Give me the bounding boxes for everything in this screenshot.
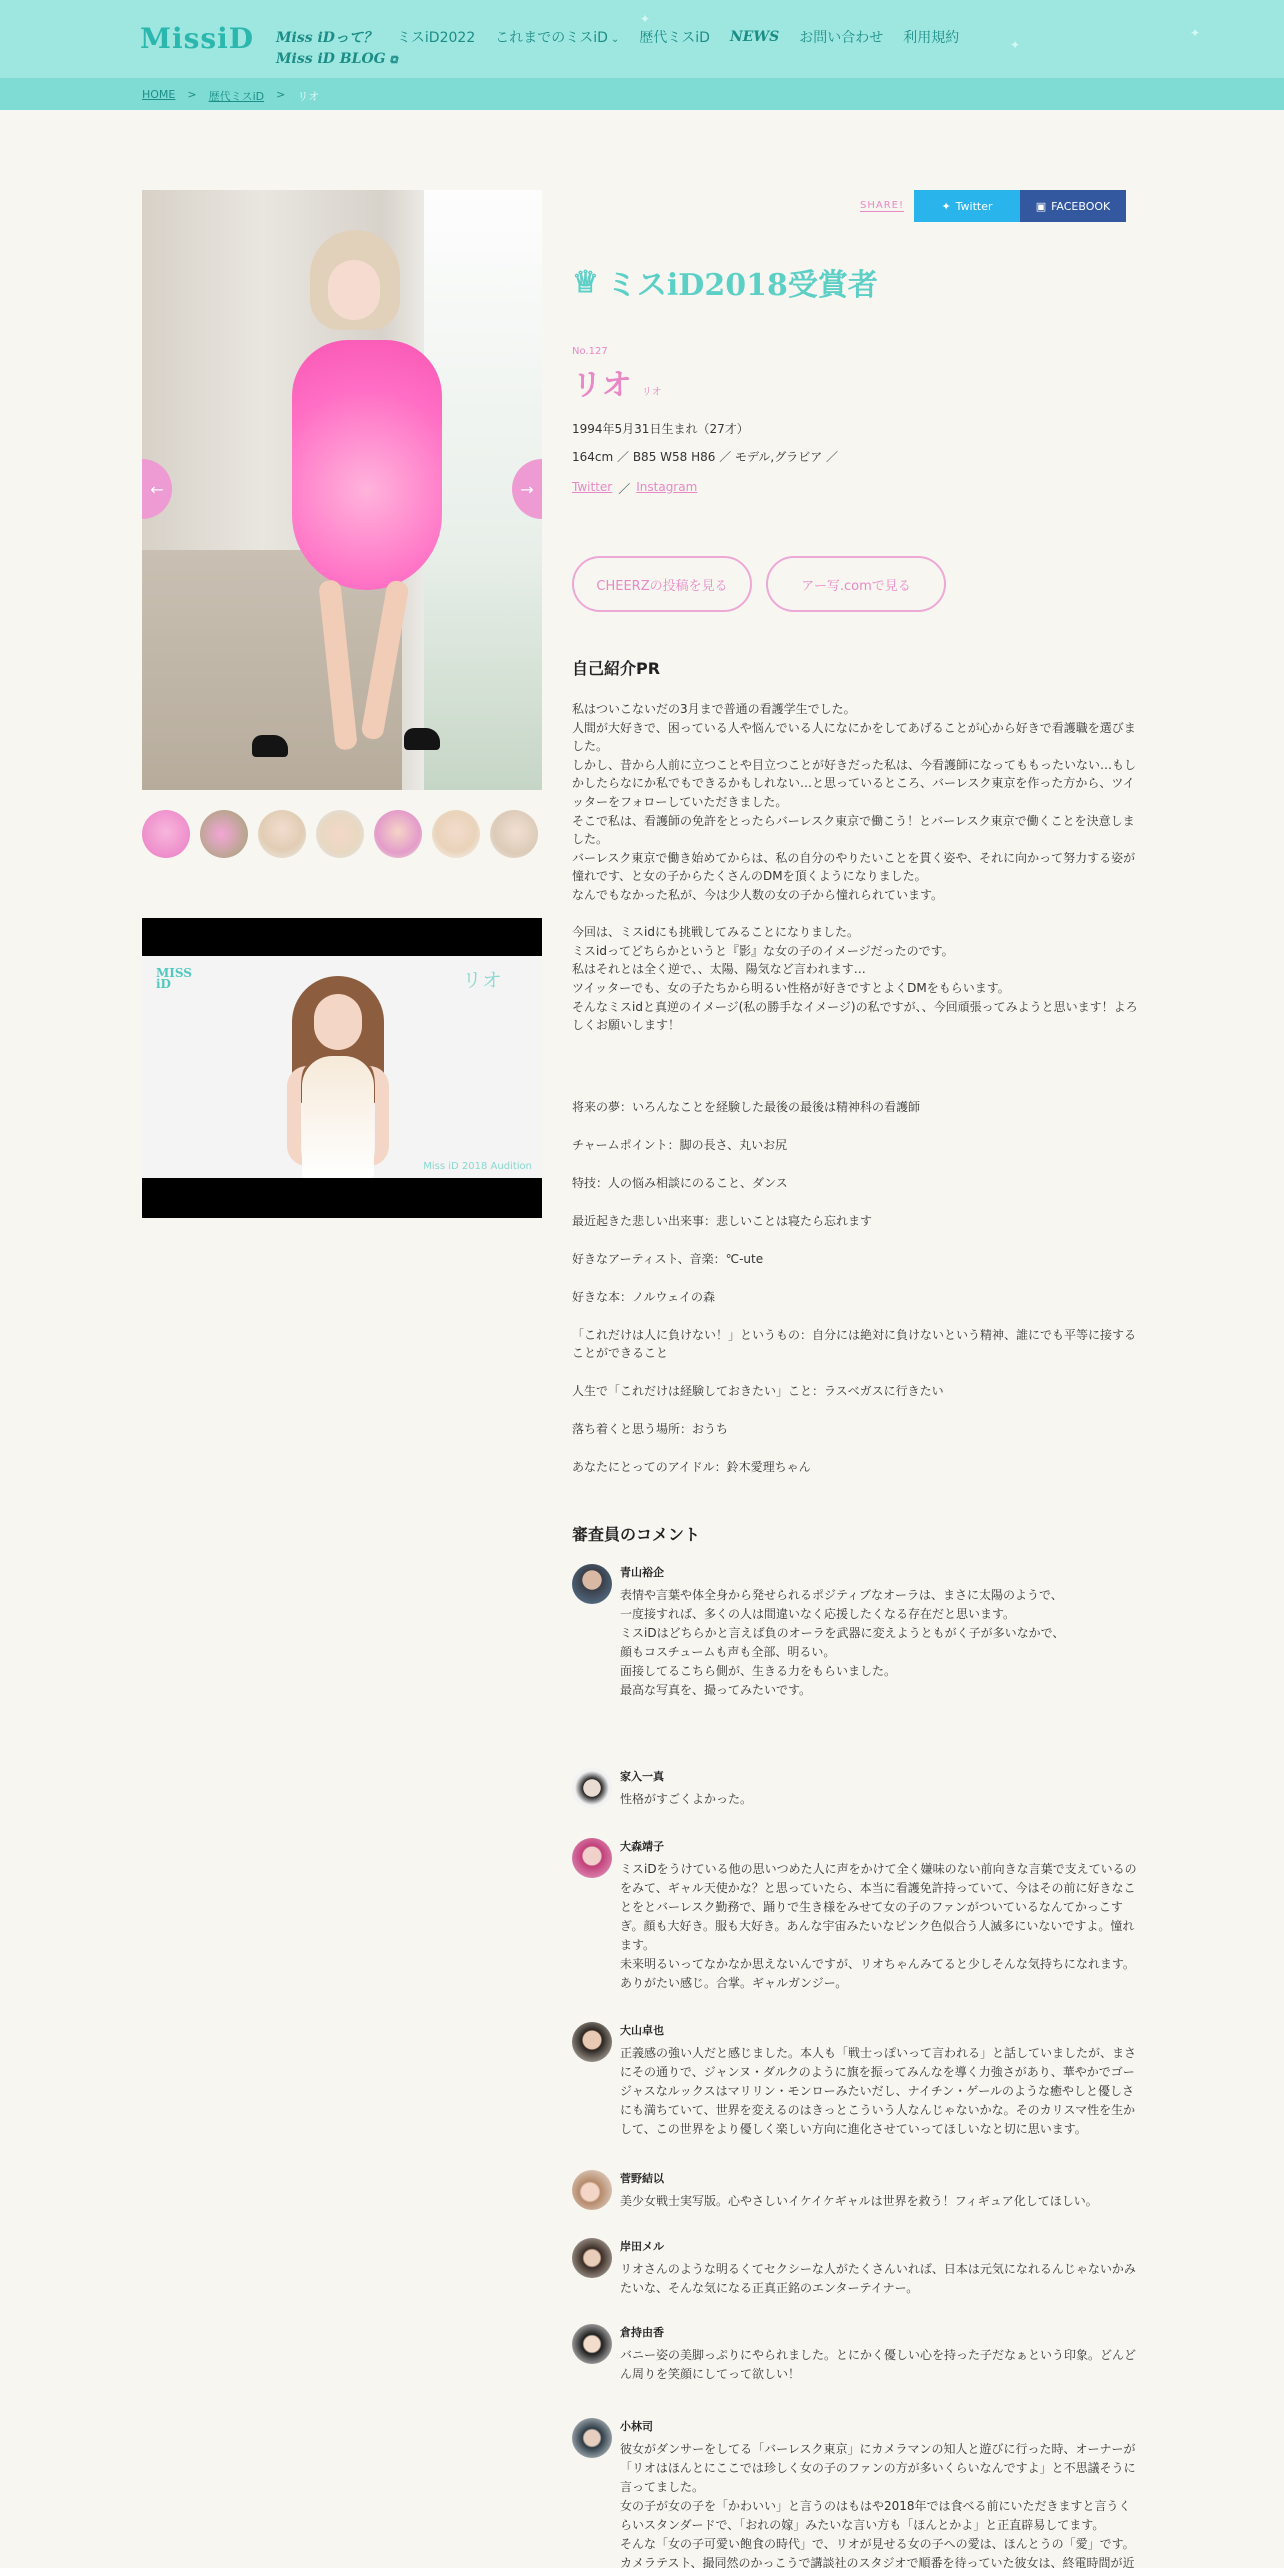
pr-line: そんなミスidと真逆のイメージ(私の勝手なイメージ)の私ですが、、今回頑張ってみようと思います！よろしくお願いします！: [572, 999, 1138, 1033]
judge-avatar: [572, 2170, 612, 2210]
pr-line: しかし、昔から人前に立つことや目立つことが好きだった私は、今看護師になってももったいない…もしかしたらなにか私でもできるかもしれない…と思っているところ、バーレスク東京を作った方から、ツイッターをフォローしていただきました。: [572, 757, 1137, 809]
pr-line: バーレスク東京で働き始めてからは、私の自分のやりたいことを貫く姿や、それに向かって努力する姿が憧れです、と女の子からたくさんのDMを頂くようになりました。: [572, 850, 1136, 884]
breadcrumb: [142, 88, 319, 104]
sparkle-icon: ✦: [1010, 38, 1021, 52]
pr-line: [572, 905, 1140, 924]
judge-comment: 正義感の強い人だと感じました。本人も「戦士っぽいって言われる」と話していましたが、まさにその通りで、ジャンヌ・ダルクのように旗を振ってみんなを導く力強さがあり、華やかでゴージャスなルックスはマリリン・モンローみたいだし、ナイチン・ゲールのような癒やしと優しさにも満ちていて、世界を変えるのはきっとこういう人なんじゃないかな。そのカリスマ性を生かして、この世界をより優しく楽しい方向に進化させていってほしいなと切に思います。: [620, 2046, 1137, 2136]
nav-about[interactable]: Miss iDって？: [276, 30, 377, 46]
judge-name: 岸田メル: [620, 2240, 664, 2253]
arrow-left-icon: ←: [150, 479, 164, 499]
judge-avatar: [572, 2022, 612, 2062]
pr-heading: 自己紹介PR: [572, 659, 661, 678]
thumbnail-image: [142, 810, 190, 858]
comment-item: [572, 2238, 1142, 2324]
comment-item: [572, 1838, 1142, 2022]
judge-name: 倉持由香: [620, 2326, 664, 2339]
judge-name: 大山卓也: [620, 2024, 664, 2037]
birth-info: 1994年5月31日生まれ（27才）: [572, 422, 749, 436]
nav-missid2022[interactable]: ミスiD2022: [396, 30, 476, 46]
award-text: ミスiD2018受賞者: [606, 268, 878, 303]
judge-name: 大森靖子: [620, 1840, 664, 1853]
video-logo: [156, 968, 192, 990]
twitter-share-button[interactable]: [914, 190, 1020, 222]
pr-line: 今回は、ミスidにも挑戦してみることになりました。: [572, 925, 859, 940]
judge-avatar: [572, 1768, 612, 1808]
breadcrumb-parent[interactable]: 歴代ミスiD: [208, 90, 265, 103]
thumbnail-5[interactable]: [374, 810, 422, 858]
qa-item: チャームポイント：脚の長さ、丸いお尻: [572, 1138, 788, 1152]
audition-video[interactable]: [142, 918, 542, 1218]
share-label: SHARE!: [860, 200, 904, 211]
thumbnail-1[interactable]: [142, 810, 190, 858]
judge-avatar: [572, 2418, 612, 2458]
judge-name: 青山裕企: [620, 1566, 664, 1579]
comment-item: [572, 1564, 1142, 1768]
body-stats: 164cm ／ B85 W58 H86 ／ モデル,グラビア ／: [572, 450, 839, 464]
judge-avatar: [572, 1564, 612, 1604]
facebook-icon: ▣: [1035, 199, 1047, 213]
thumbnail-6[interactable]: [432, 810, 480, 858]
missid-logo[interactable]: MissiD: [140, 22, 255, 55]
main-nav: [276, 26, 976, 70]
breadcrumb-separator: >: [276, 88, 286, 101]
twitter-share-label: Twitter: [955, 199, 993, 213]
asha-button[interactable]: アー写.comで見る: [766, 556, 946, 612]
name-text: リオ: [572, 368, 632, 403]
judge-comment: バニー姿の美脚っぷりにやられました。とにかく優しい心を持った子だなぁという印象。どんどん周りを笑顔にしてって欲しい！: [620, 2348, 1137, 2381]
comments-heading: 審査員のコメント: [572, 1525, 701, 1544]
nav-blog[interactable]: Miss iD BLOG ⧉: [276, 51, 398, 67]
qa-item: 特技：人の悩み相談にのること、ダンス: [572, 1176, 788, 1190]
video-name: リオ: [462, 968, 502, 992]
judge-avatar: [572, 1838, 612, 1878]
judge-name: 家入一真: [620, 1770, 664, 1783]
instagram-link[interactable]: Instagram: [636, 480, 698, 494]
pr-line: 私はそれとは全く逆で、、太陽、陽気など言われます…: [572, 962, 866, 977]
pr-line: そこで私は、看護師の免許をとったらバーレスク東京で働こう！とバーレスク東京で働くことを決意しました。: [572, 813, 1135, 847]
breadcrumb-current: リオ: [297, 90, 320, 103]
thumbnail-2[interactable]: [200, 810, 248, 858]
video-body: [302, 1056, 374, 1178]
judge-comment: 表情や言葉や体全身から発せられるポジティブなオーラは、まさに太陽のようで、 一度接すれば、多くの人は間違いなく応援したくなる存在だと思います。 ミスiDはどちらかと言えば負のオーラを武器に変えようともがく子が多いなかで、 顔もコスチュームも声も全部、明るい。 面接してるこちら側が、生きる力をもらいました。 最高な写真を、撮ってみたいです。: [620, 1588, 1065, 1697]
judge-comment: 性格がすごくよかった。: [620, 1792, 753, 1806]
qa-item: 将来の夢：いろんなことを経験した最後の最後は精神科の看護師: [572, 1100, 921, 1114]
judge-avatar: [572, 2324, 612, 2364]
share-bar: [860, 190, 1126, 222]
link-separator: ／: [618, 482, 631, 496]
profile-name: [572, 360, 662, 404]
thumbnail-image: [200, 810, 248, 858]
breadcrumb-separator: >: [187, 88, 197, 101]
thumbnail-image: [374, 810, 422, 858]
sparkle-icon: ✦: [640, 12, 651, 26]
crown-icon: ♕: [572, 264, 599, 300]
judge-comment: 美少女戦士実写版。心やさしいイケイケギャルは世界を救う！フィギュア化してほしい。: [620, 2194, 1098, 2208]
twitter-bird-icon: ✦: [941, 199, 951, 213]
qa-item: 「これだけは人に負けない！」というもの：自分には絶対に負けないという精神、誰にでも平等に接することができること: [572, 1328, 1137, 1360]
photo-shoe: [252, 735, 288, 757]
facebook-share-button[interactable]: [1020, 190, 1126, 222]
thumbnail-image: [432, 810, 480, 858]
external-link-icon: ⧉: [389, 53, 398, 66]
pr-line: ツイッターでも、女の子たちから明るい性格が好きですとよくDMをもらいます。: [572, 980, 1010, 995]
arrow-right-icon: →: [520, 479, 534, 499]
thumbnail-image: [490, 810, 538, 858]
judge-comment: ミスiDをうけている他の思いつめた人に声をかけて全く嫌味のない前向きな言葉で支えているのをみて、ギャル天使かな？と思っていたら、本当に看護免許持っていて、今はその前に好きなことをとバーレスク勤務で、踊りで生き様をみせて女の子のファンがついているなんてかっこすぎ。顔も大好き。服も大好き。あんな宇宙みたいなピンク色似合う人滅多にいないですよ。憧れます。 未来明るいってなかなか思えないんですが、リオちゃんみてると少しそんな気持ちになれます。ありがたい感じ。合掌。ギャルガンジー。: [620, 1862, 1137, 1990]
chevron-down-icon: ⌄: [610, 34, 620, 45]
photo-dress: [292, 340, 442, 590]
entry-number: No.127: [572, 346, 608, 357]
main-photo[interactable]: [142, 190, 542, 790]
nav-past-missid[interactable]: これまでのミスiD ⌄: [495, 30, 620, 46]
nav-terms[interactable]: 利用規約: [903, 30, 960, 46]
qa-item: 最近起きた悲しい出来事：悲しいことは寝たら忘れます: [572, 1214, 873, 1228]
comment-item: [572, 1768, 1142, 1838]
award-title: [572, 260, 878, 304]
judge-avatar: [572, 2238, 612, 2278]
comment-item: [572, 2022, 1142, 2170]
judge-comment: リオさんのような明るくてセクシーな人がたくさんいれば、日本は元気になれるんじゃないかみたいな、そんな気になる正真正銘のエンターテイナー。: [620, 2262, 1136, 2295]
qa-list: [572, 1098, 1140, 1496]
comment-item: [572, 2170, 1142, 2238]
thumbnail-image: [258, 810, 306, 858]
breadcrumb-home[interactable]: HOME: [142, 88, 176, 101]
thumbnail-image: [316, 810, 364, 858]
video-face: [314, 994, 362, 1050]
thumbnail-7[interactable]: [490, 810, 538, 858]
site-header: [0, 0, 1284, 78]
video-caption: Miss iD 2018 Audition: [423, 1161, 532, 1172]
video-logo-bottom: iD: [156, 977, 171, 991]
thumbnail-3[interactable]: [258, 810, 306, 858]
comment-item: [572, 2324, 1142, 2418]
nav-news[interactable]: NEWS: [729, 29, 780, 45]
pr-line: なんでもなかった私が、今は少人数の女の子から憧れられています。: [572, 887, 944, 902]
sns-links: [572, 480, 697, 497]
pr-line: ミスidってどちらかというと『影』な女の子のイメージだったのです。: [572, 943, 954, 958]
judge-name: 小林司: [620, 2420, 653, 2433]
sparkle-icon: ✦: [1190, 26, 1201, 40]
qa-item: 人生で「これだけは経験しておきたい」こと：ラスベガスに行きたい: [572, 1384, 944, 1398]
qa-item: あなたにとってのアイドル：鈴木愛理ちゃん: [572, 1460, 811, 1474]
photo-thumbnails: [142, 810, 538, 858]
facebook-share-label: FACEBOOK: [1051, 199, 1111, 213]
qa-item: 好きなアーティスト、音楽：℃-ute: [572, 1252, 764, 1266]
name-kana: リオ: [641, 387, 662, 398]
photo-shoe: [404, 728, 440, 750]
video-logo-top: MISS: [156, 966, 192, 980]
pr-line: 私はついこないだの3月まで普通の看護学生でした。: [572, 702, 856, 716]
pr-line: 人間が大好きで、困っている人や悩んでいる人になにかをしてあげることが心から好きで看護職を選びました。: [572, 720, 1136, 754]
photo-face: [328, 260, 380, 320]
judge-name: 菅野結以: [620, 2172, 664, 2185]
pr-text: [572, 700, 1140, 1035]
thumbnail-4[interactable]: [316, 810, 364, 858]
twitter-link[interactable]: Twitter: [572, 480, 613, 494]
nav-history[interactable]: 歴代ミスiD: [639, 30, 710, 46]
nav-contact[interactable]: お問い合わせ: [799, 30, 884, 46]
video-frame: [142, 956, 542, 1178]
qa-item: 好きな本：ノルウェイの森: [572, 1290, 716, 1304]
comment-item: [572, 2418, 1142, 2568]
cheerz-button[interactable]: CHEERZの投稿を見る: [572, 556, 752, 612]
judge-comment: 彼女がダンサーをしてる「バーレスク東京」にカメラマンの知人と遊びに行った時、オーナーが「リオはほんとにここでは珍しく女の子のファンの方が多いくらいなんですよ」と不思議そうに言ってました。 女の子が女の子を「かわいい」と言うのはもはや2018年では食べる前にいただきますと言うくらいスタンダードで、「おれの嫁」みたいな言い方も「ほんとかよ」と正直辟易してます。 そんな「女の子可愛い飽食の時代」で、リオが見せる女の子への愛は、ほんとうの「愛」です。 カメラテスト、撮同然のかっこうで講談社のスタジオで順番を待っていた彼女は、終電時間が近: [620, 2442, 1136, 2568]
qa-item: 落ち着くと思う場所：おうち: [572, 1422, 729, 1436]
